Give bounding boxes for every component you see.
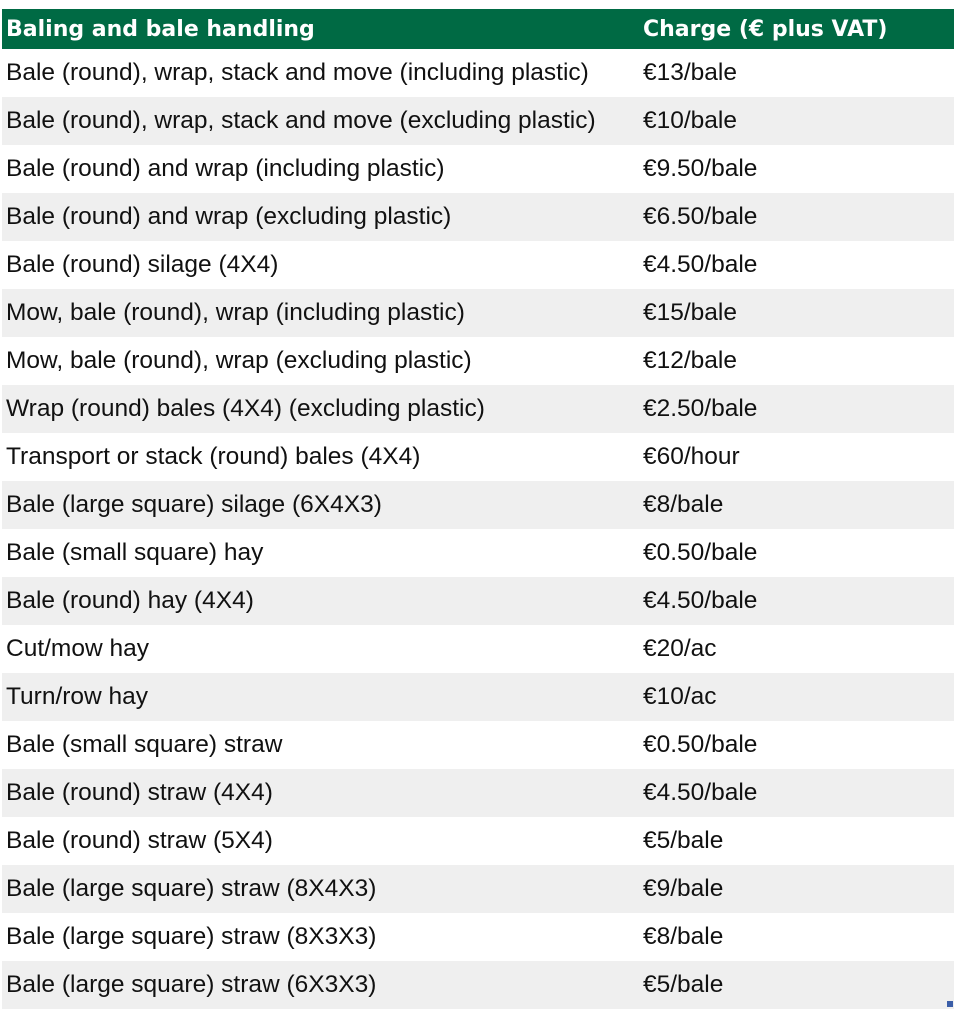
charge-cell: €60/hour xyxy=(639,433,954,481)
service-cell: Mow, bale (round), wrap (excluding plastic) xyxy=(2,337,639,385)
charge-cell: €5/bale xyxy=(639,961,954,1009)
service-cell: Bale (round) silage (4X4) xyxy=(2,241,639,289)
resize-handle-icon xyxy=(947,1001,953,1007)
table-header xyxy=(2,9,954,49)
charge-cell: €13/bale xyxy=(639,49,954,97)
table-row xyxy=(2,817,954,865)
service-cell: Bale (large square) straw (6X3X3) xyxy=(2,961,639,1009)
charge-cell: €8/bale xyxy=(639,913,954,961)
charge-cell: €4.50/bale xyxy=(639,577,954,625)
service-cell: Bale (round) straw (5X4) xyxy=(2,817,639,865)
service-cell: Cut/mow hay xyxy=(2,625,639,673)
charge-column-header: Charge (€ plus VAT) xyxy=(639,9,954,49)
table-body xyxy=(2,49,954,1009)
service-cell: Transport or stack (round) bales (4X4) xyxy=(2,433,639,481)
table-row xyxy=(2,673,954,721)
service-cell: Turn/row hay xyxy=(2,673,639,721)
service-cell: Bale (large square) silage (6X4X3) xyxy=(2,481,639,529)
service-cell: Bale (round) and wrap (excluding plastic) xyxy=(2,193,639,241)
service-cell: Bale (round) hay (4X4) xyxy=(2,577,639,625)
charge-cell: €2.50/bale xyxy=(639,385,954,433)
service-cell: Bale (round), wrap, stack and move (excluding plastic) xyxy=(2,97,639,145)
service-cell: Bale (small square) straw xyxy=(2,721,639,769)
charge-cell: €8/bale xyxy=(639,481,954,529)
table-row xyxy=(2,625,954,673)
service-cell: Bale (small square) hay xyxy=(2,529,639,577)
charge-cell: €4.50/bale xyxy=(639,241,954,289)
charge-cell: €12/bale xyxy=(639,337,954,385)
table-row xyxy=(2,49,954,97)
service-cell: Bale (round), wrap, stack and move (including plastic) xyxy=(2,49,639,97)
service-cell: Bale (large square) straw (8X4X3) xyxy=(2,865,639,913)
charge-cell: €15/bale xyxy=(639,289,954,337)
charge-cell: €5/bale xyxy=(639,817,954,865)
table-row xyxy=(2,481,954,529)
service-cell: Wrap (round) bales (4X4) (excluding plastic) xyxy=(2,385,639,433)
table-row xyxy=(2,961,954,1009)
table-row xyxy=(2,529,954,577)
table-row xyxy=(2,145,954,193)
charge-cell: €9.50/bale xyxy=(639,145,954,193)
service-cell: Bale (round) straw (4X4) xyxy=(2,769,639,817)
header-row xyxy=(2,9,954,49)
table-row xyxy=(2,433,954,481)
table-row xyxy=(2,577,954,625)
table-row xyxy=(2,721,954,769)
service-column-header: Baling and bale handling xyxy=(2,9,639,49)
charge-cell: €0.50/bale xyxy=(639,529,954,577)
charge-cell: €20/ac xyxy=(639,625,954,673)
charge-cell: €10/ac xyxy=(639,673,954,721)
charge-cell: €9/bale xyxy=(639,865,954,913)
baling-charges-table xyxy=(2,9,954,1009)
table-row xyxy=(2,97,954,145)
table-row xyxy=(2,289,954,337)
charge-cell: €10/bale xyxy=(639,97,954,145)
table-row xyxy=(2,865,954,913)
table-row xyxy=(2,193,954,241)
charge-cell: €0.50/bale xyxy=(639,721,954,769)
table-row xyxy=(2,241,954,289)
service-cell: Mow, bale (round), wrap (including plastic) xyxy=(2,289,639,337)
table-row xyxy=(2,913,954,961)
service-cell: Bale (round) and wrap (including plastic) xyxy=(2,145,639,193)
table-row xyxy=(2,385,954,433)
charge-cell: €6.50/bale xyxy=(639,193,954,241)
table-row xyxy=(2,769,954,817)
service-cell: Bale (large square) straw (8X3X3) xyxy=(2,913,639,961)
table-row xyxy=(2,337,954,385)
charge-cell: €4.50/bale xyxy=(639,769,954,817)
